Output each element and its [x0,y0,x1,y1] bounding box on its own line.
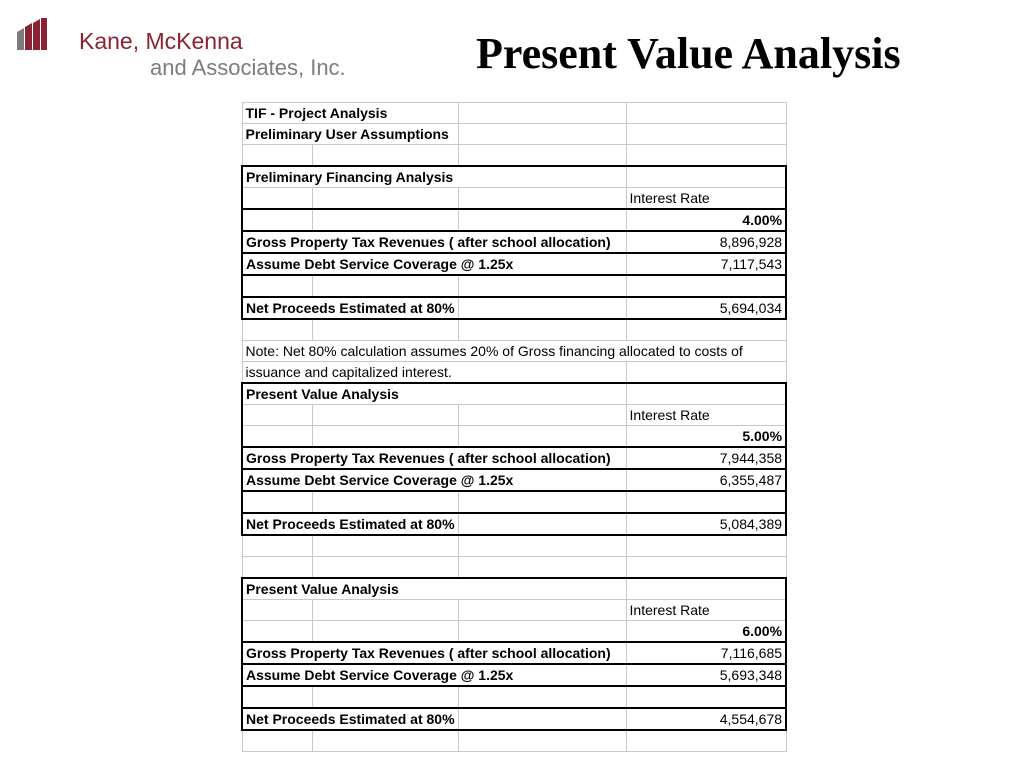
table-row [242,145,786,167]
table-row [242,578,786,600]
table-row [242,405,786,426]
page-title: Present Value Analysis [476,29,901,78]
table-row [242,209,786,231]
prelim-user-cell: Preliminary User Assumptions [242,124,458,145]
net-proceeds-value: 4,554,678 [626,708,786,730]
section-heading: Present Value Analysis [242,578,626,600]
table-row [242,621,786,643]
section-heading: Preliminary Financing Analysis [242,166,626,188]
building-logo-icon [17,18,47,50]
debt-coverage-value: 5,693,348 [626,664,786,686]
tif-title-cell: TIF - Project Analysis [242,103,458,124]
gross-revenue-value: 8,896,928 [626,231,786,253]
net-proceeds-label: Net Proceeds Estimated at 80% [242,708,458,730]
interest-rate-value: 5.00% [626,426,786,448]
interest-rate-value: 4.00% [626,209,786,231]
table-row [242,600,786,621]
company-logo [17,18,377,80]
table-row [242,166,786,188]
table-row [242,103,786,124]
gross-revenue-label: Gross Property Tax Revenues ( after school allocation) [242,447,626,469]
company-name: Kane, McKenna [79,28,243,54]
net-proceeds-value: 5,694,034 [626,297,786,319]
table-row [242,341,786,362]
table-row [242,664,786,686]
net-proceeds-label: Net Proceeds Estimated at 80% [242,297,458,319]
table-row [242,642,786,664]
table-row [242,319,786,341]
gross-revenue-label: Gross Property Tax Revenues ( after school allocation) [242,642,626,664]
table-row [242,297,786,319]
table-row [242,447,786,469]
gross-revenue-label: Gross Property Tax Revenues ( after school allocation) [242,231,626,253]
table-row [242,708,786,730]
debt-coverage-label: Assume Debt Service Coverage @ 1.25x [242,253,626,275]
analysis-table [241,102,787,752]
table-row [242,557,786,579]
gross-revenue-value: 7,944,358 [626,447,786,469]
table-row [242,426,786,448]
table-row [242,686,786,708]
note-line-1: Note: Net 80% calculation assumes 20% of Gross financing allocated to costs of [242,341,786,362]
interest-rate-label: Interest Rate [626,405,786,426]
table-row [242,253,786,275]
gross-revenue-value: 7,116,685 [626,642,786,664]
table-row [242,231,786,253]
debt-coverage-value: 7,117,543 [626,253,786,275]
note-line-2: issuance and capitalized interest. [242,362,626,384]
net-proceeds-value: 5,084,389 [626,513,786,535]
interest-rate-label: Interest Rate [626,600,786,621]
table-row [242,730,786,752]
table-row [242,362,786,384]
table-row [242,124,786,145]
section-heading: Present Value Analysis [242,383,626,405]
company-subtitle: and Associates, Inc. [150,55,346,80]
debt-coverage-label: Assume Debt Service Coverage @ 1.25x [242,469,626,491]
table-row [242,383,786,405]
interest-rate-value: 6.00% [626,621,786,643]
table-row [242,469,786,491]
interest-rate-label: Interest Rate [626,188,786,210]
table-row [242,188,786,210]
table-row [242,513,786,535]
table-row [242,275,786,297]
net-proceeds-label: Net Proceeds Estimated at 80% [242,513,458,535]
table-row [242,535,786,557]
debt-coverage-value: 6,355,487 [626,469,786,491]
debt-coverage-label: Assume Debt Service Coverage @ 1.25x [242,664,626,686]
table-row [242,491,786,513]
